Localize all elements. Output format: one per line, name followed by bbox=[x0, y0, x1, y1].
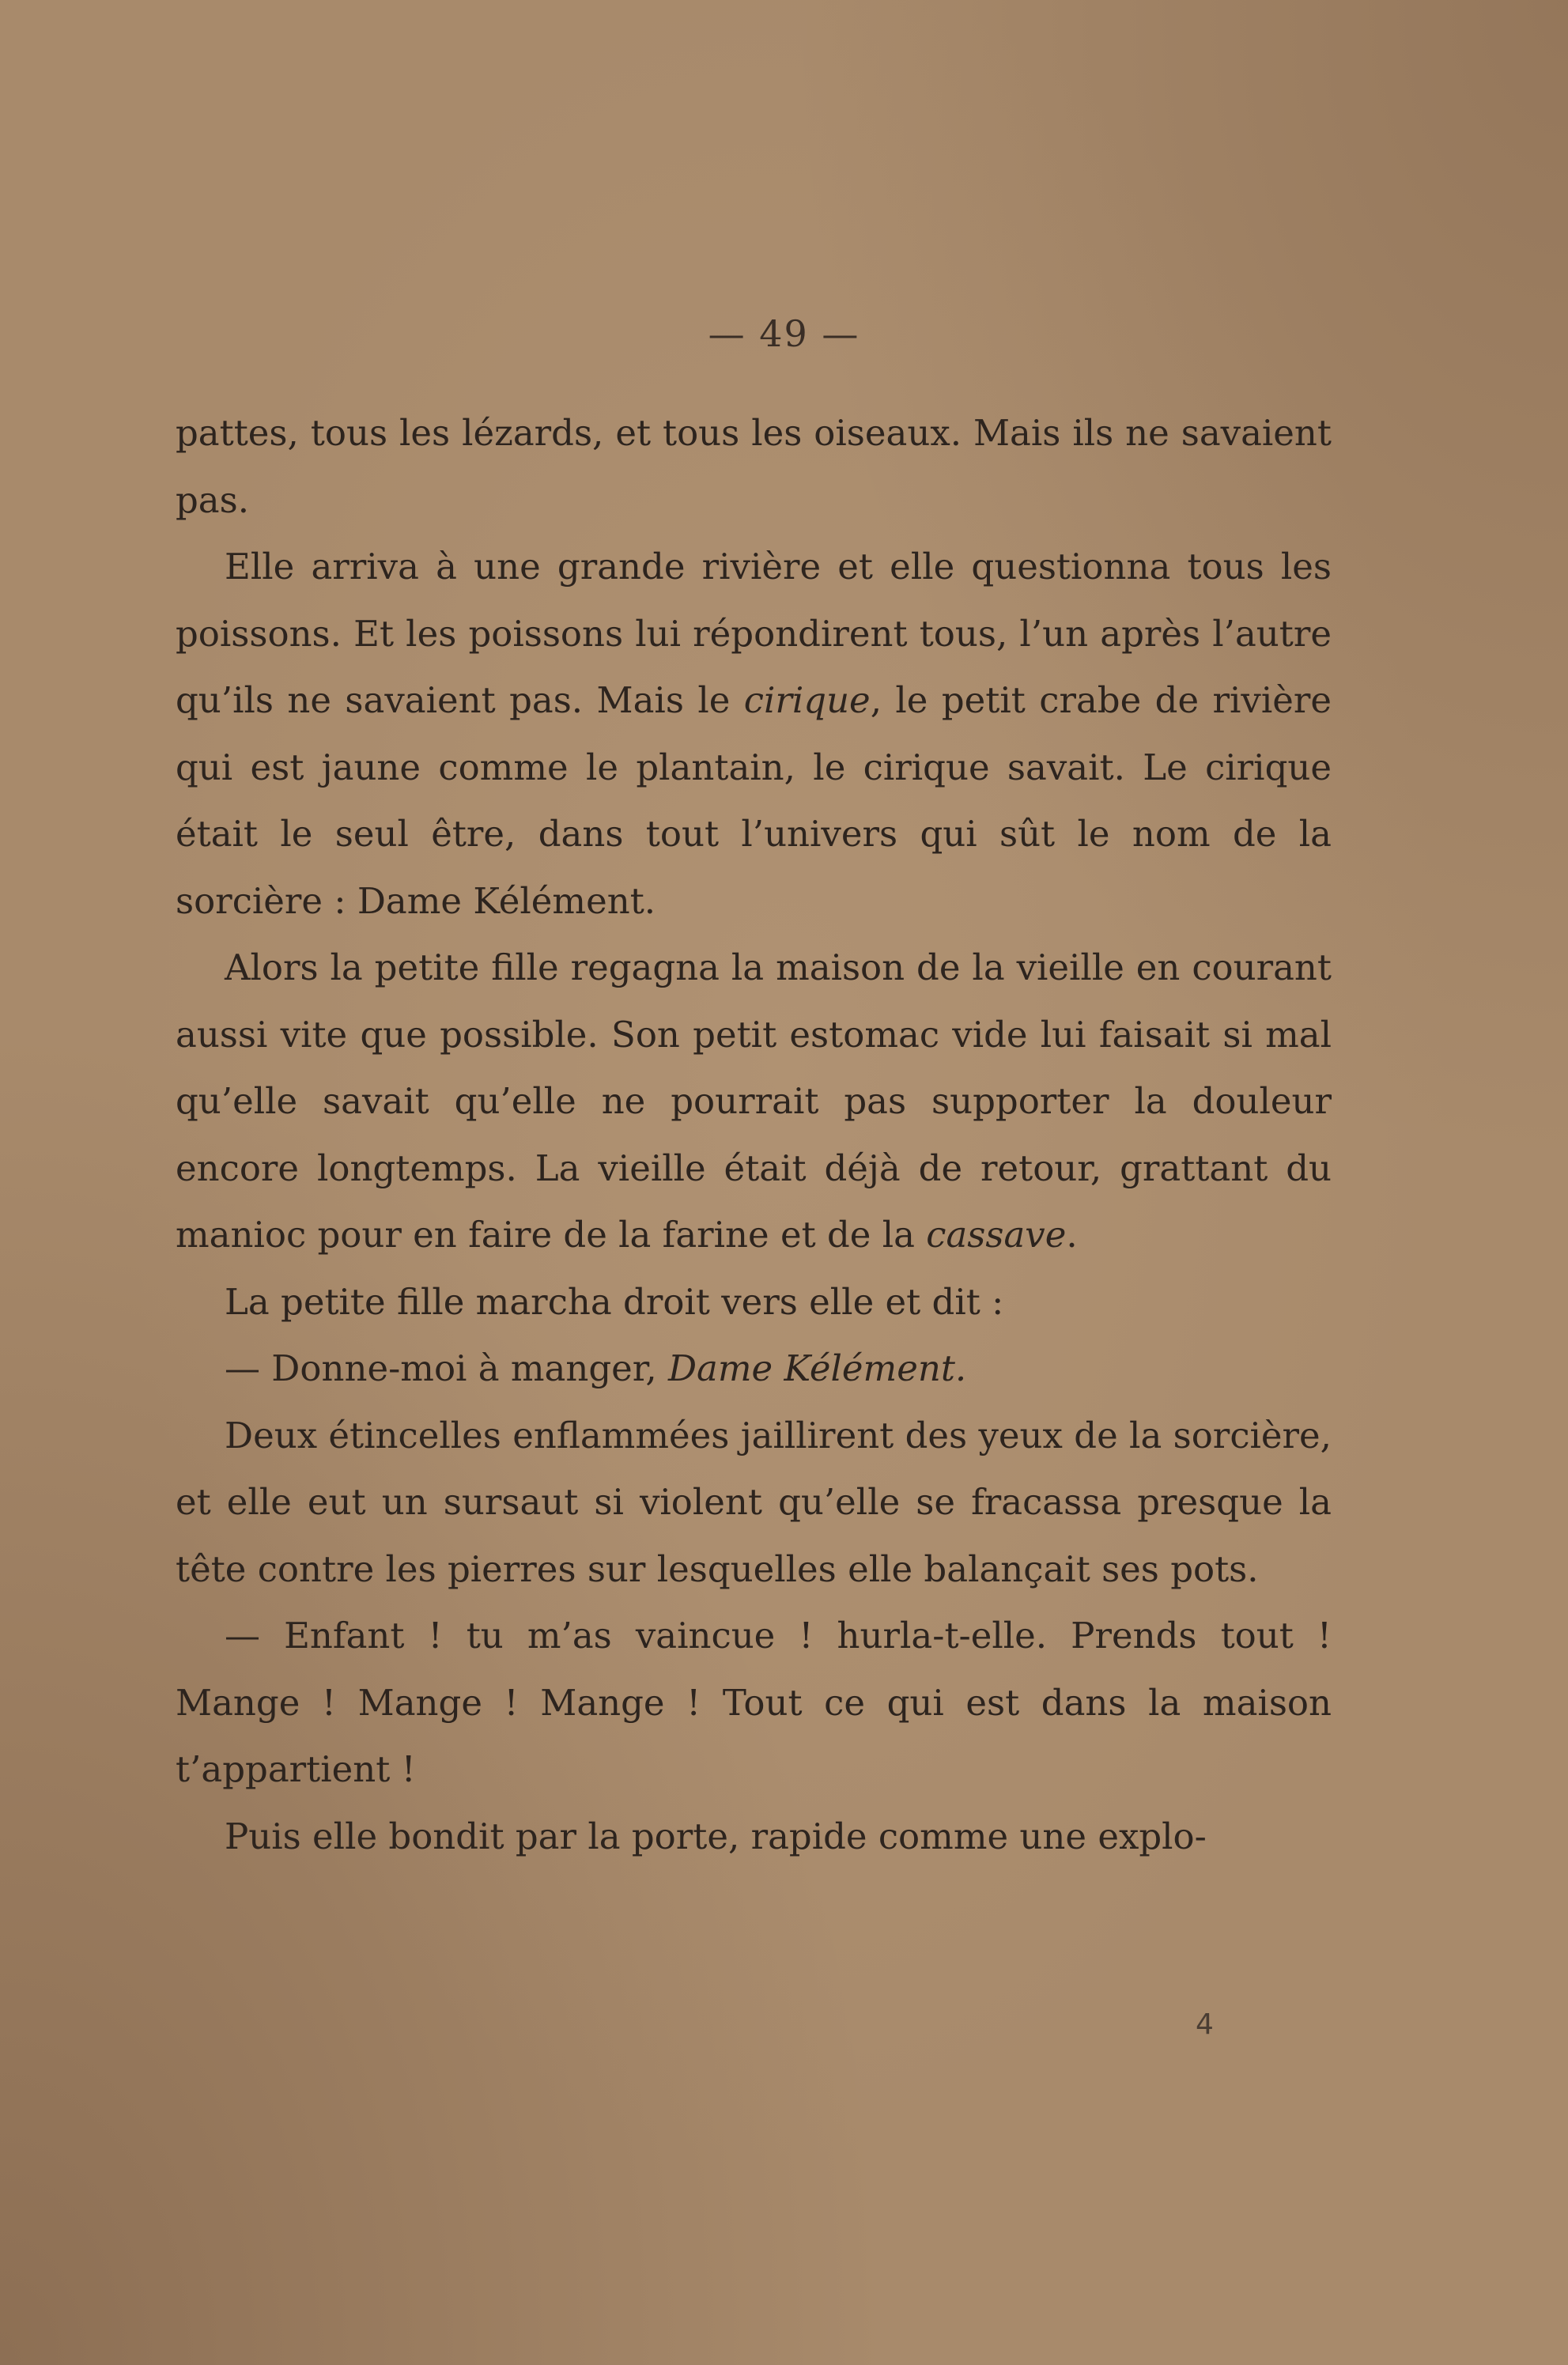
signature-mark: 4 bbox=[1196, 2008, 1214, 2041]
paragraph-p8 bbox=[176, 1804, 1332, 1871]
text-run: — Enfant ! tu m’as vaincue ! hurla-t-elle. Prends tout ! Mange ! Mange ! Mange ! Tout ce qui est dans la maison t’appartient ! bbox=[176, 1615, 1332, 1790]
paragraph-p3 bbox=[176, 935, 1332, 1269]
text-run: Alors la petite fille regagna la maison de la vieille en courant aussi vite que possible. Son petit estomac vide lui faisait si mal qu’elle savait qu’elle ne pourrait pas supporter la douleur encore longtemps. La vieille était déjà de retour, grattant du manioc pour en faire de la farine et de la bbox=[176, 946, 1332, 1256]
paragraph-p5 bbox=[176, 1336, 1332, 1403]
italic-text: cirique bbox=[743, 679, 871, 721]
text-run: . bbox=[1066, 1214, 1078, 1256]
text-run: — Donne-moi à manger, bbox=[225, 1347, 668, 1389]
text-run: , le petit crabe de rivière qui est jaune comme le plantain, le cirique savait. Le cirique était le seul être, dans tout l’univers qui sût le nom de la sorcière : Dame Kélément. bbox=[176, 679, 1332, 922]
text-run: Puis elle bondit par la porte, rapide comme une explo- bbox=[225, 1815, 1207, 1857]
text-run: La petite fille marcha droit vers elle et dit : bbox=[225, 1280, 1004, 1323]
text-run: pattes, tous les lézards, et tous les oiseaux. Mais ils ne savaient pas. bbox=[176, 412, 1332, 521]
text-run: Deux étincelles enflammées jaillirent des yeux de la sorcière, et elle eut un sursaut si violent qu’elle se fracassa presque la tête contre les pierres sur lesquelles elle balançait ses pots. bbox=[176, 1414, 1332, 1590]
page-number: — 49 — bbox=[708, 312, 860, 355]
paragraph-p2 bbox=[176, 534, 1332, 935]
paragraph-p1 bbox=[176, 400, 1332, 534]
paragraph-p4 bbox=[176, 1269, 1332, 1336]
italic-text: cassave bbox=[926, 1214, 1067, 1256]
text-run: Elle arriva à une grande rivière et elle questionna tous les poissons. Et les poissons lui répondirent tous, l’un après l’autre qu’ils ne savaient pas. Mais le bbox=[176, 546, 1332, 721]
paragraph-p7 bbox=[176, 1603, 1332, 1804]
body-text bbox=[176, 400, 1332, 1870]
paragraph-p6 bbox=[176, 1403, 1332, 1604]
italic-text: Dame Kélément. bbox=[667, 1347, 967, 1389]
